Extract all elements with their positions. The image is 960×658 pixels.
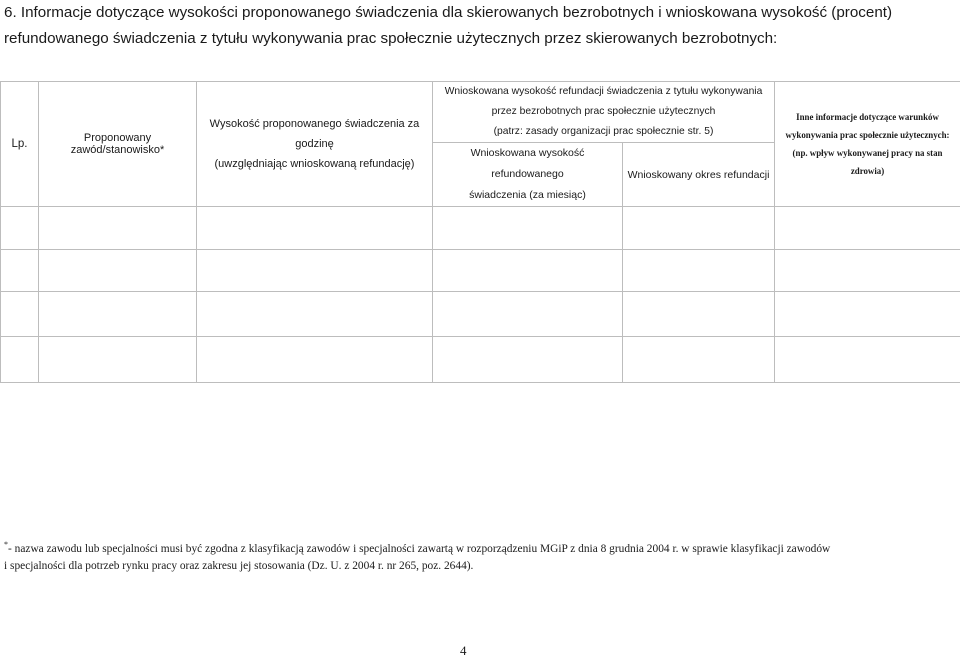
header-main-line-2: przez bezrobotnych prac społecznie użytecznych <box>491 106 716 117</box>
table-row <box>1 292 960 337</box>
cell-inne[interactable] <box>775 337 960 383</box>
table-row <box>1 337 960 383</box>
header-inne-informacje <box>775 82 960 207</box>
section-heading <box>4 0 954 52</box>
section-title-line-1: 6. Informacje dotyczące wysokości proponowanego świadczenia dla skierowanych bezrobotnych i wnioskowana wysokość (procent) <box>4 4 893 21</box>
header-inne-line-2: wykonywania prac społecznie użytecznych: <box>785 130 950 140</box>
refund-table <box>0 81 960 383</box>
cell-wysokosc[interactable] <box>197 292 433 337</box>
cell-lp[interactable] <box>1 250 39 292</box>
cell-zawod[interactable] <box>39 337 197 383</box>
footnote-text-1: - nazwa zawodu lub specjalności musi być zgodna z klasyfikacją zawodów i specjalności zawartą w rozporządzeniu MGiP z dnia 8 grudnia 2004 r. w sprawie klasyfikacji zawodów <box>8 542 831 555</box>
page-number: 4 <box>460 643 467 658</box>
header-inne-line-4: zdrowia) <box>850 166 885 176</box>
table-row <box>1 250 960 292</box>
cell-zawod[interactable] <box>39 207 197 250</box>
header-wysokosc-line-1: Wysokość proponowanego świadczenia za godzinę <box>209 118 420 150</box>
cell-zawod[interactable] <box>39 292 197 337</box>
cell-wysokosc[interactable] <box>197 250 433 292</box>
footnote-line-2: i specjalności dla potrzeb rynku pracy oraz zakresu jej stosowania (Dz. U. z 2004 r. nr 265, poz. 2644). <box>4 560 474 572</box>
cell-okres[interactable] <box>623 292 775 337</box>
cell-lp[interactable] <box>1 292 39 337</box>
cell-kwota[interactable] <box>433 250 623 292</box>
cell-lp[interactable] <box>1 207 39 250</box>
header-wnioskowana-refundacja <box>433 82 775 143</box>
header-main-line-3: (patrz: zasady organizacji prac społecznie str. 5) <box>493 126 714 137</box>
cell-zawod[interactable] <box>39 250 197 292</box>
header-kwota-line-2: świadczenia (za miesiąc) <box>469 189 586 201</box>
cell-kwota[interactable] <box>433 337 623 383</box>
cell-wysokosc[interactable] <box>197 207 433 250</box>
cell-kwota[interactable] <box>433 207 623 250</box>
cell-okres[interactable] <box>623 337 775 383</box>
header-inne-line-1: Inne informacje dotyczące warunków <box>796 112 939 122</box>
footnote-marker: * <box>4 540 8 549</box>
cell-inne[interactable] <box>775 207 960 250</box>
header-wysokosc <box>197 82 433 207</box>
header-okres: Wnioskowany okres refundacji <box>623 143 775 207</box>
header-zawod: Proponowany zawód/stanowisko* <box>39 82 197 207</box>
section-title-line-2: refundowanego świadczenia z tytułu wykonywania prac społecznie użytecznych przez skierowanych bezrobotnych: <box>4 30 778 47</box>
header-lp: Lp. <box>1 82 39 207</box>
cell-inne[interactable] <box>775 292 960 337</box>
cell-okres[interactable] <box>623 250 775 292</box>
header-kwota <box>433 143 623 207</box>
header-inne-line-3: (np. wpływ wykonywanej pracy na stan <box>792 148 943 158</box>
header-kwota-line-1: Wnioskowana wysokość refundowanego <box>470 147 585 180</box>
footnote-line-1 <box>4 537 956 557</box>
cell-kwota[interactable] <box>433 292 623 337</box>
table-row <box>1 207 960 250</box>
cell-inne[interactable] <box>775 250 960 292</box>
table-header-row <box>1 82 960 143</box>
cell-lp[interactable] <box>1 337 39 383</box>
cell-wysokosc[interactable] <box>197 337 433 383</box>
cell-okres[interactable] <box>623 207 775 250</box>
header-wysokosc-line-2: (uwzględniając wnioskowaną refundację) <box>214 158 415 170</box>
header-main-line-1: Wnioskowana wysokość refundacji świadczenia z tytułu wykonywania <box>444 86 763 97</box>
